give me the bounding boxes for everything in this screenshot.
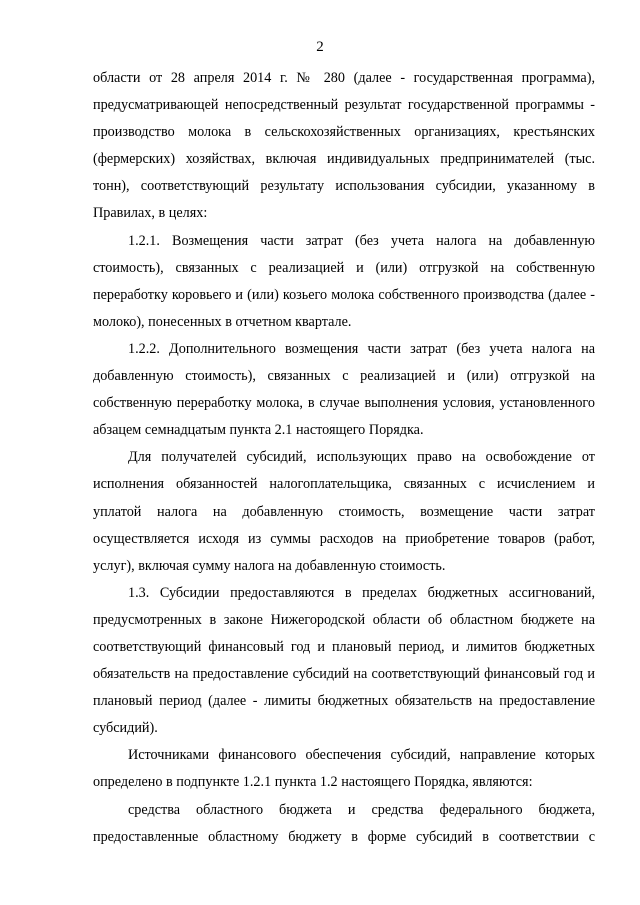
page-number: 2 <box>316 39 324 55</box>
paragraph-budget-funds: средства областного бюджета и средства федерального бюджета, предоставленные областному бюджету в форме субсидий в соответствии с <box>93 801 595 845</box>
body-text <box>93 65 595 851</box>
paragraph-funding-sources: Источниками финансового обеспечения субсидий, направление которых определено в подпункте 1.2.1 пункта 1.2 настоящего Порядка, являются: <box>93 747 595 791</box>
paragraph-1-2-2: 1.2.2. Дополнительного возмещения части затрат (без учета налога на добавленную стоимость), связанных с реализацией и (или) отгрузкой на собственную переработку молока, в случае выполнения условия, установленного абзацем семнадцатым пункта 2.1 настоящего Порядка. <box>93 340 595 439</box>
paragraph-1-3: 1.3. Субсидии предоставляются в пределах бюджетных ассигнований, предусмотренных в законе Нижегородской области об областном бюджете на соответствующий финансовый год и плановый период, и лимитов бюджетных обязательств на предоставление субсидий на соответствующий финансовый год и плановый период (далее - лимиты бюджетных обязательств на предоставление субсидий). <box>93 584 595 737</box>
paragraph-vat-exemption: Для получателей субсидий, использующих право на освобождение от исполнения обязанностей налогоплательщика, связанных с исчислением и уплатой налога на добавленную стоимость, возмещение части затрат осуществляется исходя из суммы расходов на приобретение товаров (работ, услуг), включая сумму налога на добавленную стоимость. <box>93 449 595 574</box>
paragraph-1-2-1: 1.2.1. Возмещения части затрат (без учета налога на добавленную стоимость), связанных с реализацией и (или) отгрузкой на собственную переработку коровьего и (или) козьего молока собственного производства (далее - молоко), понесенных в отчетном квартале. <box>93 232 595 330</box>
paragraph-continuation: области от 28 апреля 2014 г. № 280 (далее - государственная программа), предусматривающей непосредственный результат государственной программы - производство молока в сельскохозяйственных организациях, крестьянских (фермерских) хозяйствах, включая индивидуальных предпринимателей (тыс. тонн), соответствующий результату использования субсидии, указанному в Правилах, в целях: <box>93 70 595 222</box>
